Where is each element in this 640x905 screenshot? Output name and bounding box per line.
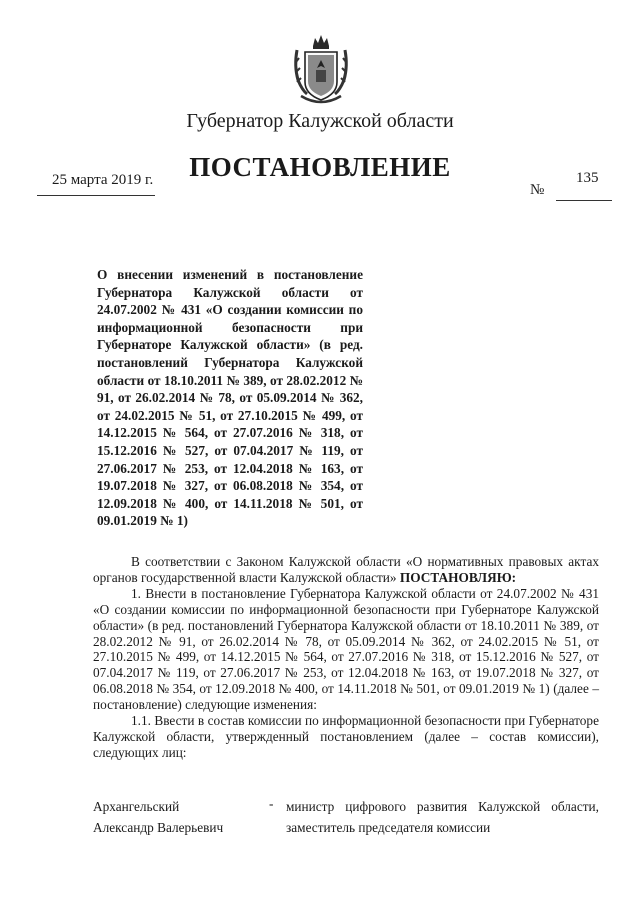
item-1-paragraph: 1. Внести в постановление Губернатора Калужской области от 24.07.2002 № 431 «О создании комиссии по информационной безопасности при Губернаторе Калужской области» (в ред. постановлений Губернатора Калужской области от 18.10.2011 № 389, от 28.02.2012 № 91, от 26.02.2014 № 78, от 05.09.2014 № 362, от 24.02.2015 № 51, от 27.10.2015 № 499, от 14.12.2015 № 564, от 27.07.2016 № 318, от 15.12.2016 № 527, от 07.04.2017 № 119, от 27.06.2017 № 253, от 12.04.2018 № 163, от 19.07.2018 № 327, от 06.08.2018 № 354, от 12.09.2018 № 400, от 14.11.2018 № 501, от 09.01.2019 № 1) (далее – постановление) следующие изменения: xyxy=(93,585,599,713)
decree-word: ПОСТАНОВЛЯЮ: xyxy=(399,569,517,585)
document-body xyxy=(93,554,599,761)
date-underline xyxy=(37,195,155,196)
issuer-title: Губернатор Калужской области xyxy=(186,110,454,132)
item-1-1-paragraph: 1.1. Ввести в состав комиссии по информационной безопасности при Губернаторе Калужской области, утвержденный постановлением (далее – состав комиссии), следующих лиц: xyxy=(93,713,599,760)
document-date: 25 марта 2019 г. xyxy=(52,172,154,188)
appointee-dash: - xyxy=(269,796,274,811)
appointee-given-names: Александр Валерьевич xyxy=(93,820,224,835)
preamble-paragraph xyxy=(93,554,599,586)
appointee-position: министр цифрового развития Калужской области, заместитель председателя комиссии xyxy=(286,799,599,835)
document-number: 135 xyxy=(576,170,599,186)
appointee-surname: Архангельский xyxy=(93,799,180,814)
number-label: № xyxy=(530,182,545,198)
appointee-name xyxy=(93,796,263,838)
preamble-text: В соответствии с Законом Калужской области «О нормативных правовых актах органов государственной власти Калужской области» xyxy=(93,554,599,585)
document-type-title: ПОСТАНОВЛЕНИЕ xyxy=(189,152,451,182)
number-underline xyxy=(556,200,612,201)
document-subject: О внесении изменений в постановление Губернатора Калужской области от 24.07.2002 № 431 «О создании комиссии по информационной безопасности при Губернаторе Калужской области» (в ред. постановлений Губернатора Калужской области от 18.10.2011 № 389, от 28.02.2012 № 91, от 26.02.2014 № 78, от 05.09.2014 № 362, от 24.02.2015 № 51, от 27.10.2015 № 499, от 14.12.2015 № 564, от 27.07.2016 № 318, от 15.12.2016 № 527, от 07.04.2017 № 119, от 27.06.2017 № 253, от 12.04.2018 № 163, от 19.07.2018 № 327, от 06.08.2018 № 354, от 12.09.2018 № 400, от 14.11.2018 № 501, от 09.01.2019 № 1) xyxy=(97,267,363,529)
coat-of-arms-icon xyxy=(291,32,351,106)
